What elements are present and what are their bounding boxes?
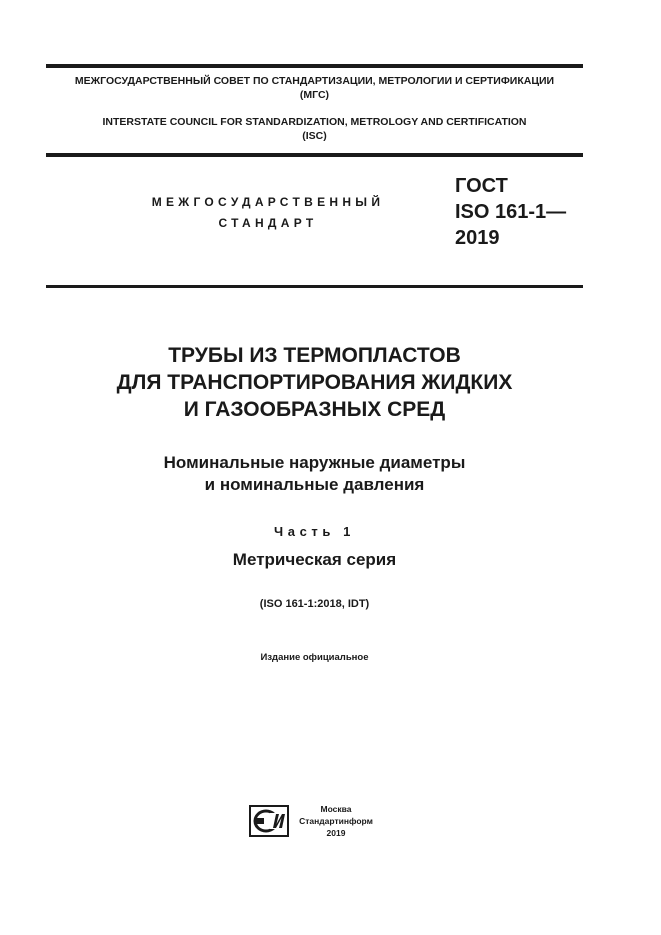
edition-note: Издание официальное xyxy=(260,652,369,663)
bottom-divider xyxy=(46,285,583,288)
council-name-ru xyxy=(46,74,583,102)
part-title: Метрическая серия xyxy=(232,550,397,569)
council-abbr-en: (ISC) xyxy=(302,130,327,142)
standartinform-logo-icon xyxy=(249,805,289,837)
publisher-name: Стандартинформ xyxy=(299,816,373,826)
publisher-year: 2019 xyxy=(326,828,346,838)
document-subtitle-line1: Номинальные наружные диаметры xyxy=(163,453,466,472)
standard-type-line1: МЕЖГОСУДАРСТВЕННЫЙ xyxy=(151,195,385,209)
document-subtitle-line2: и номинальные давления xyxy=(204,475,425,494)
document-title xyxy=(46,342,583,423)
council-name-ru-line: МЕЖГОСУДАРСТВЕННЫЙ СОВЕТ ПО СТАНДАРТИЗАЦИИ, МЕТРОЛОГИИ И СЕРТИФИКАЦИИ xyxy=(74,75,555,87)
iso-reference: (ISO 161-1:2018, IDT) xyxy=(259,598,370,610)
standard-type-line2: СТАНДАРТ xyxy=(218,216,318,230)
document-title-line3: И ГАЗООБРАЗНЫХ СРЕД xyxy=(183,398,446,421)
standard-code-number: ISO 161-1— xyxy=(455,201,567,223)
standard-code xyxy=(455,173,566,251)
publisher-city: Москва xyxy=(320,804,352,814)
top-divider xyxy=(46,64,583,68)
council-name-en xyxy=(46,115,583,143)
part-label: Часть 1 xyxy=(274,524,355,539)
document-title-line2: ДЛЯ ТРАНСПОРТИРОВАНИЯ ЖИДКИХ xyxy=(116,371,513,394)
standard-type xyxy=(128,192,408,234)
standard-code-year: 2019 xyxy=(455,227,500,249)
council-abbr-ru: (МГС) xyxy=(299,89,330,101)
council-name-en-line: INTERSTATE COUNCIL FOR STANDARDIZATION, METROLOGY AND CERTIFICATION xyxy=(102,116,527,128)
middle-divider xyxy=(46,153,583,157)
standard-code-prefix: ГОСТ xyxy=(455,175,508,197)
document-title-line1: ТРУБЫ ИЗ ТЕРМОПЛАСТОВ xyxy=(168,344,461,367)
publisher-info xyxy=(295,803,377,839)
document-subtitle xyxy=(46,452,583,496)
